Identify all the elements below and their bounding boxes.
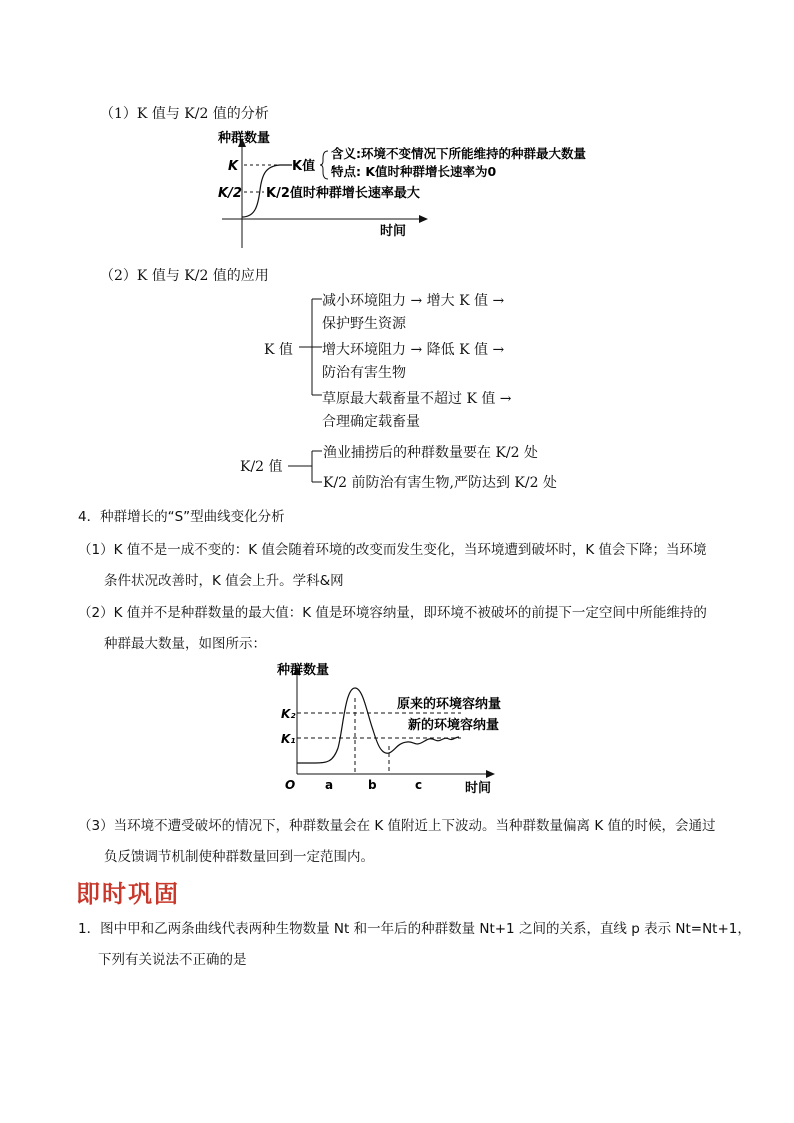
k-tick-label: K <box>228 159 239 174</box>
section2-heading: （2）K 值与 K/2 值的应用 <box>100 268 269 284</box>
k-item-2-line1: 增大环境阻力 → 降低 K 值 → <box>322 342 505 358</box>
k2-note-text: K/2值时种群增长速率最大 <box>266 186 420 201</box>
x-axis-arrow <box>419 215 428 223</box>
k-item-1-line1: 减小环境阻力 → 增大 K 值 → <box>322 293 505 309</box>
question-1-line1: 1．图中甲和乙两条曲线代表两种生物数量 Nt 和一年后的种群数量 Nt+1 之间的关系，直线 p 表示 Nt=Nt+1， <box>78 921 751 937</box>
section4-title: 4．种群增长的“S”型曲线变化分析 <box>78 509 285 525</box>
section4-p2-line1: （2）K 值并不是种群数量的最大值：K 值是环境容纳量，即环境不被破坏的前提下一定空间中所能维持的 <box>78 605 707 621</box>
practice-heading: 即时巩固 <box>76 880 180 908</box>
k2-tick-label: K₂ <box>281 707 296 721</box>
question-1-line2: 下列有关说法不正确的是 <box>98 952 247 968</box>
segment-b-label: b <box>368 778 377 792</box>
segment-c-label: c <box>415 778 423 792</box>
original-capacity-label: 原来的环境容纳量 <box>397 697 502 712</box>
k2-item-1: 渔业捕捞后的种群数量要在 K/2 处 <box>323 445 538 461</box>
k2-root-label: K/2 值 <box>240 459 283 475</box>
k-value-graph <box>200 128 640 250</box>
x-axis-label: 时间 <box>380 224 407 239</box>
k-item-3-line2: 合理确定载畜量 <box>322 414 420 430</box>
section1-heading: （1）K 值与 K/2 值的分析 <box>100 106 269 122</box>
section4-p2-line2: 种群最大数量，如图所示： <box>104 636 266 652</box>
x-axis-label: 时间 <box>465 781 492 796</box>
k-item-2-line2: 防治有害生物 <box>322 365 406 381</box>
segment-a-label: a <box>325 778 334 792</box>
section4-p3-line2: 负反馈调节机制使种群数量回到一定范围内。 <box>104 849 374 865</box>
section4-p1-line1: （1）K 值不是一成不变的：K 值会随着环境的改变而发生变化，当环境遭到破坏时，K 值会下降；当环境 <box>78 542 707 558</box>
k2-item-2: K/2 前防治有害生物,严防达到 K/2 处 <box>323 475 557 491</box>
k1-tick-label: K₁ <box>281 732 296 746</box>
origin-label: O <box>285 778 296 792</box>
y-axis-label: 种群数量 <box>218 131 271 146</box>
new-capacity-label: 新的环境容纳量 <box>408 718 500 733</box>
carrying-capacity-graph <box>275 658 525 796</box>
section4-p1-line2: 条件状况改善时，K 值会上升。学科&网 <box>104 573 344 589</box>
k-item-3-line1: 草原最大载畜量不超过 K 值 → <box>322 391 512 407</box>
k-item-1-line2: 保护野生资源 <box>322 316 406 332</box>
k-meaning-text: 含义:环境不变情况下所能维持的种群最大数量 <box>331 146 586 161</box>
k2-tick-label: K/2 <box>218 186 242 201</box>
section4-p3-line1: （3）当环境不遭受破坏的情况下，种群数量会在 K 值附近上下波动。当种群数量偏离 K 值的时候，会通过 <box>78 818 716 834</box>
brace <box>320 151 328 179</box>
y-axis-label: 种群数量 <box>277 663 330 678</box>
k2-tree-lines <box>284 442 324 492</box>
x-axis-arrow <box>486 770 495 778</box>
k-node-label: K值 <box>292 159 316 174</box>
k-root-label: K 值 <box>264 342 293 358</box>
k-feature-text: 特点: K值时种群增长速率为0 <box>331 164 497 179</box>
